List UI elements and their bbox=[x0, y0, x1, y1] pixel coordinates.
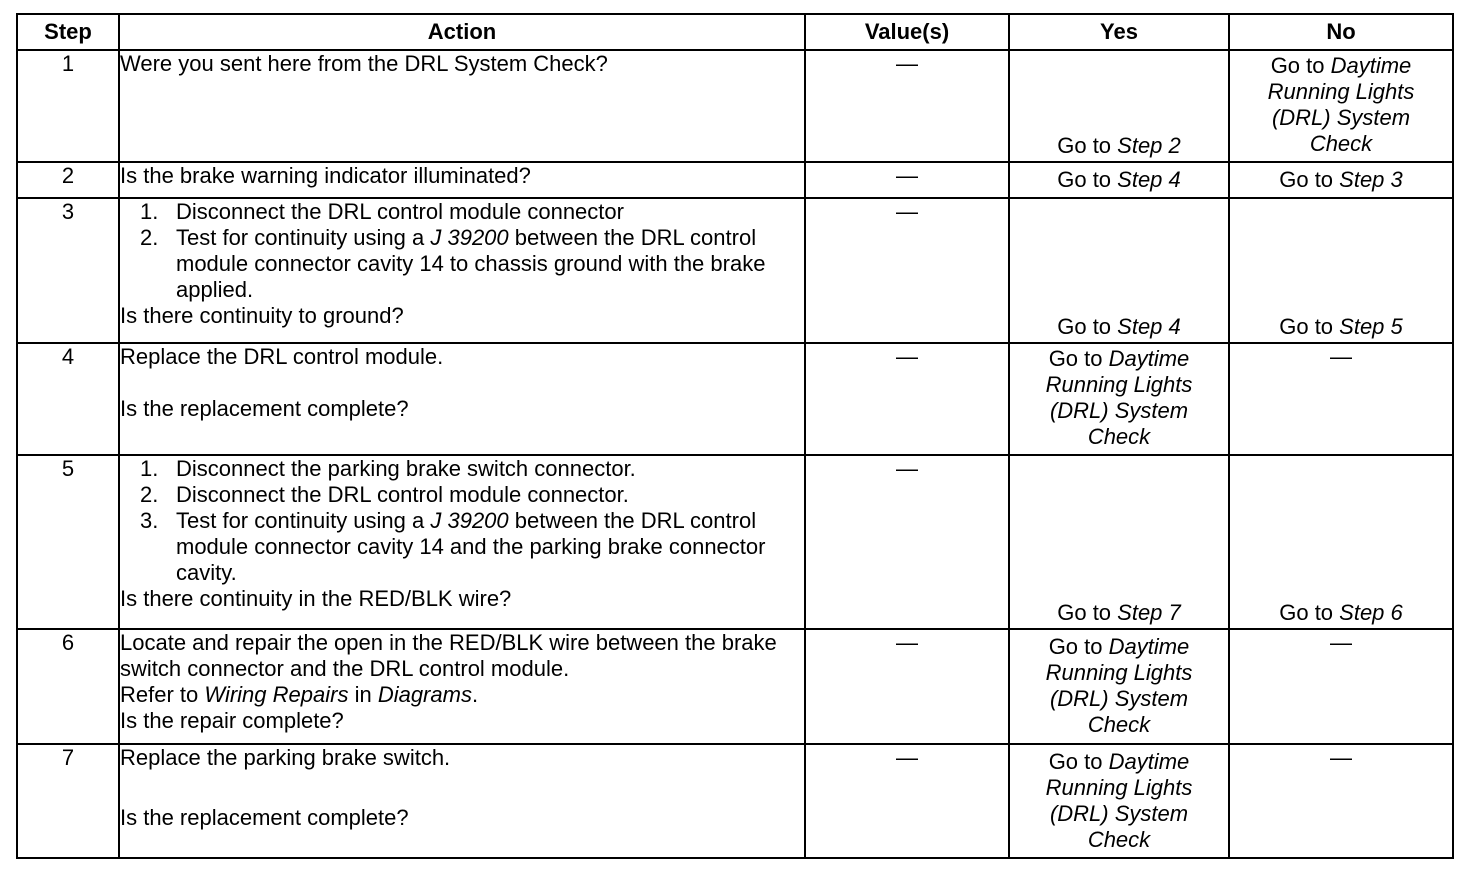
action-step bbox=[140, 507, 804, 586]
action-text: Is the brake warning indicator illuminated? bbox=[120, 163, 531, 189]
action-step-text: between the DRL control module connector cavity 14 and the parking brake connector cavity. bbox=[176, 507, 766, 585]
action-step-number: 1. bbox=[140, 199, 159, 225]
action-step-text: Disconnect the DRL control module connector bbox=[176, 199, 624, 225]
tool-reference: J 39200 bbox=[430, 225, 509, 251]
yes-prefix: Go to bbox=[1048, 748, 1109, 774]
table-row bbox=[17, 198, 1453, 342]
yes-cell bbox=[1009, 343, 1229, 455]
step-number: 5 bbox=[17, 455, 119, 629]
table-row bbox=[17, 744, 1453, 858]
yes-cell bbox=[1009, 50, 1229, 162]
refer-prefix: Refer to bbox=[120, 682, 205, 708]
header-action: Action bbox=[119, 14, 805, 50]
yes-cell bbox=[1009, 198, 1229, 342]
refer-link[interactable]: Wiring Repairs bbox=[204, 682, 349, 708]
table-row bbox=[17, 455, 1453, 629]
yes-link[interactable]: Step 4 bbox=[1117, 167, 1181, 193]
action-text: Replace the parking brake switch. bbox=[120, 744, 451, 770]
yes-link[interactable]: Step 7 bbox=[1117, 600, 1181, 626]
action-refer bbox=[120, 682, 804, 708]
no-cell: — bbox=[1229, 629, 1453, 743]
action-cell bbox=[119, 455, 805, 629]
no-cell bbox=[1229, 50, 1453, 162]
action-text: Locate and repair the open in the RED/BLK wire between the brake switch connector and the DRL control module. bbox=[120, 630, 777, 682]
value-cell: — bbox=[805, 343, 1009, 455]
value-cell: — bbox=[805, 629, 1009, 743]
step-number: 1 bbox=[17, 50, 119, 162]
action-cell bbox=[119, 162, 805, 198]
action-cell bbox=[119, 50, 805, 162]
header-no: No bbox=[1229, 14, 1453, 50]
header-row bbox=[17, 14, 1453, 50]
refer-link-diagrams[interactable]: Diagrams bbox=[377, 682, 472, 708]
yes-prefix: Go to bbox=[1048, 345, 1109, 371]
no-link[interactable]: Daytime Running Lights (DRL) System Check bbox=[1267, 53, 1415, 156]
action-step-number: 3. bbox=[140, 507, 159, 533]
no-prefix: Go to bbox=[1279, 600, 1340, 626]
action-question: Is the replacement complete? bbox=[120, 804, 409, 830]
no-prefix: Go to bbox=[1270, 53, 1331, 78]
no-prefix: Go to bbox=[1279, 313, 1340, 339]
action-question: Is the repair complete? bbox=[120, 708, 344, 734]
no-link[interactable]: Step 5 bbox=[1339, 313, 1403, 339]
action-step-text: between the DRL control module connector cavity 14 to chassis ground with the brake applied. bbox=[176, 225, 766, 303]
action-cell bbox=[119, 744, 805, 858]
action-step-number: 1. bbox=[140, 455, 159, 481]
action-step-text: Disconnect the parking brake switch connector. bbox=[176, 455, 636, 481]
header-step: Step bbox=[17, 14, 119, 50]
tool-reference: J 39200 bbox=[430, 507, 509, 533]
action-step-text: Disconnect the DRL control module connector. bbox=[176, 481, 629, 507]
yes-link[interactable]: Daytime Running Lights (DRL) System Check bbox=[1045, 345, 1193, 449]
step-number: 2 bbox=[17, 162, 119, 198]
yes-cell bbox=[1009, 162, 1229, 198]
action-step bbox=[140, 225, 804, 303]
action-question: Is the replacement complete? bbox=[120, 395, 409, 421]
value-cell: — bbox=[805, 198, 1009, 342]
yes-prefix: Go to bbox=[1057, 167, 1118, 193]
no-prefix: Go to bbox=[1279, 167, 1340, 193]
step-number: 3 bbox=[17, 198, 119, 342]
no-cell: — bbox=[1229, 744, 1453, 858]
yes-link[interactable]: Daytime Running Lights (DRL) System Check bbox=[1045, 634, 1193, 738]
action-cell bbox=[119, 343, 805, 455]
yes-cell bbox=[1009, 744, 1229, 858]
yes-prefix: Go to bbox=[1057, 600, 1118, 626]
action-cell bbox=[119, 629, 805, 743]
yes-link[interactable]: Step 2 bbox=[1117, 133, 1181, 159]
yes-prefix: Go to bbox=[1057, 133, 1118, 159]
action-step-number: 2. bbox=[140, 225, 159, 251]
no-link[interactable]: Step 3 bbox=[1339, 167, 1403, 193]
value-cell: — bbox=[805, 455, 1009, 629]
no-cell bbox=[1229, 162, 1453, 198]
value-cell: — bbox=[805, 744, 1009, 858]
action-step bbox=[140, 455, 804, 482]
action-steps bbox=[120, 456, 804, 586]
value-cell: — bbox=[805, 162, 1009, 198]
header-yes: Yes bbox=[1009, 14, 1229, 50]
yes-cell bbox=[1009, 455, 1229, 629]
action-question: Is there continuity to ground? bbox=[120, 303, 404, 329]
value-cell: — bbox=[805, 50, 1009, 162]
step-number: 4 bbox=[17, 343, 119, 455]
yes-prefix: Go to bbox=[1057, 313, 1118, 339]
diagnostic-table bbox=[16, 13, 1454, 859]
action-step-number: 2. bbox=[140, 481, 159, 507]
step-number: 6 bbox=[17, 629, 119, 743]
action-step bbox=[140, 481, 804, 508]
action-step-text: Test for continuity using a bbox=[176, 225, 431, 251]
no-cell bbox=[1229, 198, 1453, 342]
refer-suffix: . bbox=[471, 682, 479, 708]
no-cell: — bbox=[1229, 343, 1453, 455]
action-text: Were you sent here from the DRL System Check? bbox=[120, 51, 608, 76]
no-cell bbox=[1229, 455, 1453, 629]
action-question: Is there continuity in the RED/BLK wire? bbox=[120, 585, 512, 611]
step-number: 7 bbox=[17, 744, 119, 858]
yes-prefix: Go to bbox=[1048, 634, 1109, 660]
no-link[interactable]: Step 6 bbox=[1339, 600, 1403, 626]
header-values: Value(s) bbox=[805, 14, 1009, 50]
action-step bbox=[140, 199, 804, 225]
table-row bbox=[17, 162, 1453, 198]
yes-cell bbox=[1009, 629, 1229, 743]
yes-link[interactable]: Step 4 bbox=[1117, 313, 1181, 339]
action-step-text: Test for continuity using a bbox=[176, 507, 431, 533]
refer-mid: in bbox=[348, 682, 378, 708]
action-steps bbox=[120, 199, 804, 303]
action-cell bbox=[119, 198, 805, 342]
table-row bbox=[17, 50, 1453, 162]
yes-link[interactable]: Daytime Running Lights (DRL) System Check bbox=[1045, 748, 1193, 852]
action-text: Replace the DRL control module. bbox=[120, 343, 444, 369]
table-row bbox=[17, 629, 1453, 743]
table-row bbox=[17, 343, 1453, 455]
